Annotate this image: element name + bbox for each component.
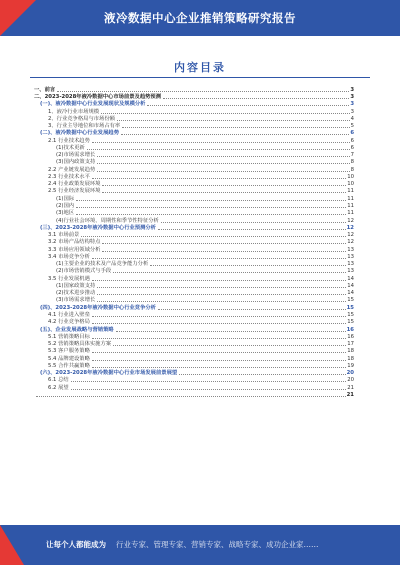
toc-entry-page: 17 bbox=[347, 341, 354, 348]
toc-leader-dots bbox=[71, 389, 347, 390]
toc-entry-label: (4)行业社会环境、周期性和季节性特征分析 bbox=[56, 217, 159, 224]
toc-entry-label: (2)市场营销模式与手段 bbox=[56, 268, 112, 275]
toc-entry-label: 5.3 客户服务策略 bbox=[48, 348, 90, 355]
toc-heading: 内容目录 bbox=[174, 61, 226, 74]
toc-entry-page: 3 bbox=[350, 86, 354, 93]
toc-entry-label: 2.4 行业政策发展环境 bbox=[48, 181, 101, 188]
toc-leader-dots bbox=[76, 207, 346, 208]
toc-leader-dots bbox=[102, 243, 346, 244]
toc-entry[interactable] bbox=[34, 384, 354, 391]
toc-leader-dots bbox=[97, 294, 346, 295]
toc-entry[interactable] bbox=[34, 130, 354, 137]
toc-entry[interactable] bbox=[34, 326, 354, 333]
toc-leader-dots bbox=[97, 301, 346, 302]
toc-entry-page: 15 bbox=[347, 319, 354, 326]
toc-entry-page: 12 bbox=[347, 239, 354, 246]
toc-leader-dots bbox=[161, 222, 346, 223]
toc-entry[interactable] bbox=[34, 151, 354, 158]
toc-entry-page: 7 bbox=[350, 152, 354, 159]
toc-leader-dots bbox=[179, 374, 345, 375]
toc-entry[interactable] bbox=[34, 304, 354, 311]
toc-entry-page: 13 bbox=[347, 246, 354, 253]
toc-entry-page: 18 bbox=[347, 348, 354, 355]
toc-leader-dots bbox=[102, 185, 346, 186]
toc-leader-dots bbox=[92, 352, 346, 353]
toc-entry[interactable] bbox=[34, 180, 354, 187]
toc-entry-label: 2.5 行业经济发展环境 bbox=[48, 188, 101, 195]
toc-entry-label: (1)技术更新 bbox=[56, 144, 85, 151]
toc-entry[interactable] bbox=[34, 369, 354, 376]
toc-entry[interactable] bbox=[34, 268, 354, 275]
toc-entry[interactable] bbox=[34, 297, 354, 304]
toc-leader-dots bbox=[113, 272, 346, 273]
toc-entry-label: 2、行业竞争格局与市场份额 bbox=[48, 115, 115, 122]
toc-entry-label: (三)、2023-2028年液冷数据中心行业预测分析 bbox=[40, 224, 156, 231]
footer-text bbox=[46, 539, 319, 550]
toc-entry-page: 12 bbox=[347, 232, 354, 239]
toc-entry-page: 18 bbox=[347, 355, 354, 362]
toc-leader-dots bbox=[117, 120, 350, 121]
toc-entry-page: 20 bbox=[347, 377, 354, 384]
toc-entry-label: 4.1 行业进入壁垒 bbox=[48, 312, 90, 318]
toc-entry-page: 11 bbox=[347, 203, 354, 210]
toc-entry-label: (一)、液冷数据中心行业发展现状及规模分析 bbox=[40, 101, 146, 108]
toc-entry[interactable] bbox=[34, 115, 354, 122]
toc-leader-dots bbox=[36, 396, 346, 397]
toc-entry-page: 21 bbox=[347, 384, 354, 391]
toc-entry[interactable] bbox=[34, 319, 354, 326]
toc-leader-dots bbox=[97, 156, 349, 157]
toc-leader-dots bbox=[81, 236, 346, 237]
toc-entry[interactable] bbox=[34, 311, 354, 318]
toc-entry-label: 1、液冷行业市场规模 bbox=[48, 108, 100, 115]
toc-entry-page: 11 bbox=[347, 195, 354, 202]
toc-entry-label: 6.1 总结 bbox=[48, 377, 69, 384]
toc-entry-page: 6 bbox=[350, 130, 354, 137]
toc-entry[interactable] bbox=[34, 231, 354, 238]
toc-entry-label: 3.1 市场前景 bbox=[48, 232, 80, 239]
toc-entry[interactable] bbox=[34, 122, 354, 129]
toc-entry[interactable] bbox=[34, 275, 354, 282]
page-header bbox=[0, 0, 400, 36]
toc-entry-label: 3.3 市场应用领域分析 bbox=[48, 246, 101, 253]
toc-leader-dots bbox=[76, 200, 346, 201]
toc-leader-dots bbox=[92, 280, 346, 281]
toc-entry-label: (2)技术进步推动 bbox=[56, 290, 96, 297]
toc-entry-page: 6 bbox=[350, 144, 354, 151]
toc-entry-page: 19 bbox=[347, 362, 354, 369]
toc-leader-dots bbox=[87, 149, 350, 150]
toc-entry-page: 5 bbox=[350, 123, 354, 130]
toc-entry-page: 11 bbox=[347, 210, 354, 217]
toc-entry[interactable] bbox=[34, 224, 354, 231]
toc-leader-dots bbox=[92, 367, 346, 368]
toc-entry-page: 3 bbox=[350, 101, 354, 108]
toc-entry-page: 20 bbox=[346, 370, 354, 377]
toc-leader-dots bbox=[113, 345, 346, 346]
toc-entry[interactable] bbox=[34, 166, 354, 173]
toc-entry[interactable] bbox=[34, 202, 354, 209]
toc-entry-label: 3.4 市场竞争分析 bbox=[48, 253, 90, 260]
toc-leader-dots bbox=[101, 113, 350, 114]
toc-entry[interactable] bbox=[34, 210, 354, 217]
toc-leader-dots bbox=[92, 178, 346, 179]
toc-entry-label: 二、2023-2028年液冷数据中心市场前景及趋势预测 bbox=[34, 94, 162, 101]
table-of-contents bbox=[34, 86, 354, 398]
toc-entry-page: 8 bbox=[350, 166, 354, 173]
toc-entry-label: (五)、企业发展战略与营销策略 bbox=[40, 326, 114, 333]
toc-entry-page: 10 bbox=[347, 181, 354, 188]
toc-entry-page: 12 bbox=[346, 224, 354, 231]
toc-entry-label: 2.1 行业技术趋势 bbox=[48, 137, 90, 144]
toc-entry-page: 14 bbox=[347, 290, 354, 297]
toc-entry-label: 5.4 品牌建设策略 bbox=[48, 355, 90, 362]
toc-entry-label: (六)、2023-2028年液冷数据中心行业市场发展前景展望 bbox=[40, 370, 178, 377]
toc-entry-label: (2)国内 bbox=[56, 203, 75, 210]
toc-leader-dots bbox=[97, 287, 346, 288]
footer-roles: 行业专家、管理专家、营销专家、战略专家、成功企业家…… bbox=[116, 540, 319, 549]
toc-entry[interactable] bbox=[34, 333, 354, 340]
toc-entry-label: (四)、2023-2028年液冷数据中心行业竞争分析 bbox=[40, 304, 156, 311]
toc-entry-page: 15 bbox=[346, 304, 354, 311]
toc-leader-dots bbox=[102, 192, 346, 193]
toc-entry[interactable] bbox=[34, 253, 354, 260]
toc-leader-dots bbox=[92, 323, 346, 324]
toc-entry[interactable] bbox=[34, 217, 354, 224]
toc-entry-page: 3 bbox=[350, 94, 354, 101]
toc-leader-dots bbox=[76, 214, 346, 215]
toc-entry-label: 4.2 行业竞争格局 bbox=[48, 319, 90, 326]
toc-entry-label: (2)市场需求增长 bbox=[56, 152, 96, 159]
toc-entry-page: 6 bbox=[350, 137, 354, 144]
toc-entry[interactable] bbox=[34, 348, 354, 355]
toc-entry-page: 21 bbox=[346, 391, 354, 398]
toc-entry-page: 3 bbox=[350, 108, 354, 115]
toc-leader-dots bbox=[92, 316, 346, 317]
toc-leader-dots bbox=[57, 91, 349, 92]
toc-entry-label: (二)、液冷数据中心行业发展趋势 bbox=[40, 130, 119, 137]
toc-leader-dots bbox=[92, 142, 350, 143]
toc-entry-label: (3)国内政策支持 bbox=[56, 159, 96, 166]
toc-entry-label: 3.2 市场产品结构特点 bbox=[48, 239, 101, 246]
toc-heading-divider bbox=[30, 77, 370, 78]
toc-leader-dots bbox=[150, 265, 346, 266]
toc-entry[interactable] bbox=[34, 289, 354, 296]
toc-entry[interactable] bbox=[34, 108, 354, 115]
toc-leader-dots bbox=[97, 163, 349, 164]
toc-entry-page: 16 bbox=[347, 333, 354, 340]
toc-entry-label: (1)主要企业的技术及产品竞争能力分析 bbox=[56, 261, 149, 268]
toc-entry-label: 一、前言 bbox=[34, 86, 56, 93]
toc-leader-dots bbox=[121, 134, 349, 135]
toc-leader-dots bbox=[122, 127, 349, 128]
toc-entry-page: 16 bbox=[346, 326, 354, 333]
toc-entry[interactable] bbox=[34, 86, 354, 93]
toc-entry[interactable] bbox=[34, 137, 354, 144]
toc-entry[interactable] bbox=[34, 173, 354, 180]
toc-entry-page: 14 bbox=[347, 275, 354, 282]
footer-red-wedge bbox=[0, 525, 24, 565]
toc-entry[interactable] bbox=[34, 188, 354, 195]
toc-leader-dots bbox=[92, 338, 346, 339]
toc-entry-page: 15 bbox=[347, 312, 354, 318]
footer-slogan: 让每个人都能成为 bbox=[46, 540, 106, 549]
toc-entry[interactable] bbox=[34, 355, 354, 362]
toc-entry-label: (3)地区 bbox=[56, 210, 75, 217]
toc-leader-dots bbox=[97, 171, 349, 172]
toc-entry-label: (1)国家政策支持 bbox=[56, 282, 96, 289]
toc-leader-dots bbox=[116, 331, 346, 332]
toc-entry[interactable] bbox=[34, 362, 354, 369]
toc-leader-dots bbox=[147, 105, 349, 106]
toc-entry-page: 8 bbox=[350, 159, 354, 166]
toc-entry[interactable] bbox=[34, 282, 354, 289]
toc-leader-dots bbox=[163, 98, 349, 99]
toc-entry-page: 10 bbox=[347, 173, 354, 180]
toc-entry-page: 4 bbox=[350, 115, 354, 122]
toc-entry[interactable] bbox=[34, 260, 354, 267]
toc-entry-page: 13 bbox=[347, 268, 354, 275]
toc-entry[interactable] bbox=[34, 391, 354, 398]
toc-leader-dots bbox=[92, 360, 346, 361]
toc-entry-page: 11 bbox=[347, 188, 354, 195]
toc-entry-label: (3)市场需求增长 bbox=[56, 297, 96, 304]
toc-entry[interactable] bbox=[34, 195, 354, 202]
page-footer bbox=[0, 525, 400, 565]
toc-leader-dots bbox=[158, 309, 346, 310]
toc-entry-label: 3、行业主导地位和市场占有率 bbox=[48, 123, 121, 130]
toc-entry-label: 2.2 产业链发展趋势 bbox=[48, 166, 96, 173]
toc-leader-dots bbox=[102, 251, 346, 252]
toc-entry[interactable] bbox=[34, 101, 354, 108]
document-title: 液冷数据中心企业推销策略研究报告 bbox=[104, 11, 296, 25]
toc-entry[interactable] bbox=[34, 340, 354, 347]
toc-entry-label: (1)国际 bbox=[56, 195, 75, 202]
toc-entry[interactable] bbox=[34, 144, 354, 151]
toc-entry[interactable] bbox=[34, 246, 354, 253]
toc-entry-page: 13 bbox=[347, 261, 354, 268]
toc-leader-dots bbox=[71, 381, 347, 382]
toc-entry[interactable] bbox=[34, 93, 354, 100]
toc-entry-page: 15 bbox=[347, 297, 354, 304]
toc-entry-label: 3.5 行业发展机遇 bbox=[48, 275, 90, 282]
toc-entry-label: 2.3 行业技术水平 bbox=[48, 173, 90, 180]
toc-entry-page: 12 bbox=[347, 217, 354, 224]
toc-leader-dots bbox=[158, 229, 346, 230]
toc-leader-dots bbox=[92, 258, 346, 259]
toc-entry[interactable] bbox=[34, 239, 354, 246]
toc-entry-page: 14 bbox=[347, 282, 354, 289]
toc-entry-label: 5.1 营销策略目标 bbox=[48, 333, 90, 340]
toc-entry[interactable] bbox=[34, 159, 354, 166]
toc-entry-label: 5.5 合作共赢策略 bbox=[48, 362, 90, 369]
toc-entry-label: 6.2 展望 bbox=[48, 384, 69, 391]
toc-entry-page: 13 bbox=[347, 253, 354, 260]
toc-entry-label: 5.2 营销策略具体实施方案 bbox=[48, 341, 112, 348]
toc-entry[interactable] bbox=[34, 377, 354, 384]
